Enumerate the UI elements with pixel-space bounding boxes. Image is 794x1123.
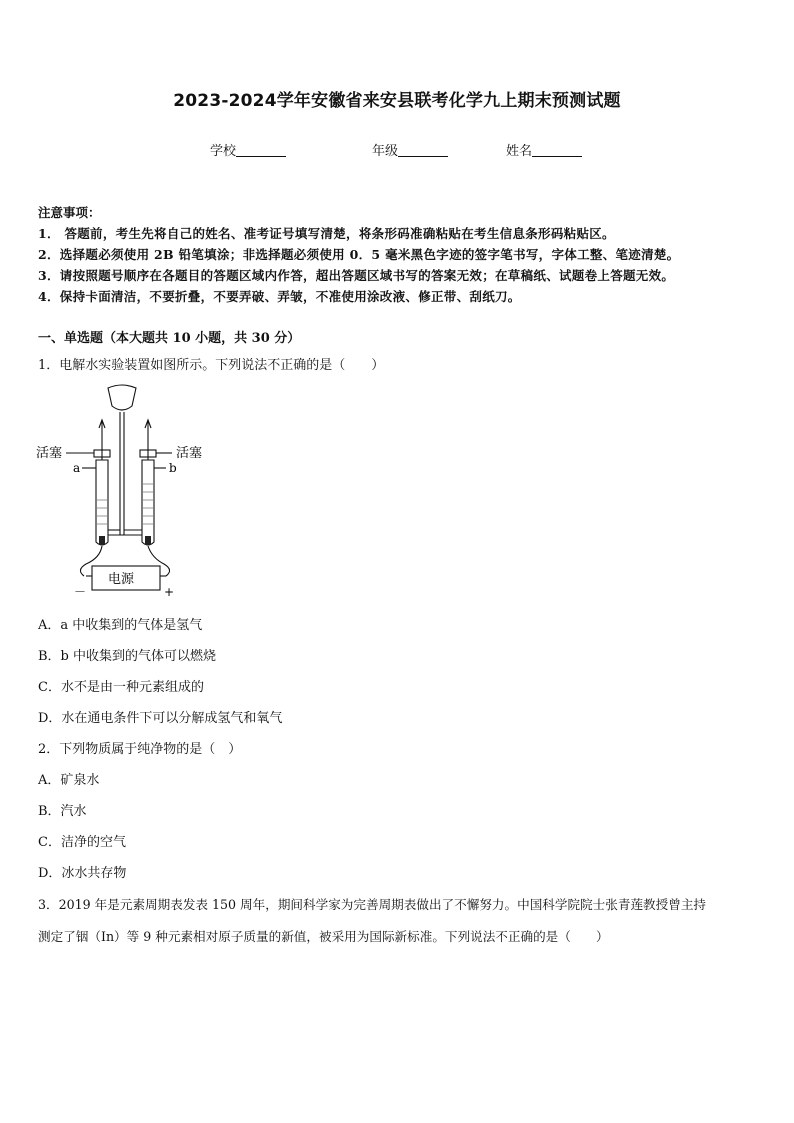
page-title: 2023-2024学年安徽省来安县联考化学九上期末预测试题 xyxy=(173,91,621,111)
grade-label: 年级 xyxy=(372,144,399,159)
notice-heading: 注意事项： xyxy=(38,205,101,220)
tube-b-label: b xyxy=(169,461,177,475)
question-2-option: D．冰水共存物 xyxy=(38,866,127,881)
question-1-option: A．a 中收集到的气体是氢气 xyxy=(38,618,203,633)
question-2-option: B．汽水 xyxy=(38,804,87,819)
tube-b xyxy=(142,460,154,545)
tube-a xyxy=(96,460,108,545)
question-1-option: B．b 中收集到的气体可以燃烧 xyxy=(38,649,217,664)
reservoir-bulb xyxy=(108,385,136,410)
negative-terminal-label: － xyxy=(74,585,87,599)
school-blank xyxy=(236,143,286,157)
notice-item: 2．选择题必须使用 2B 铅笔填涂；非选择题必须使用 0．5 毫米黑色字迹的签字笔书写，字体工整、笔迹清楚。 xyxy=(38,247,680,262)
name-blank xyxy=(532,143,582,157)
question-1-option: C．水不是由一种元素组成的 xyxy=(38,680,204,695)
name-field xyxy=(506,140,582,159)
question-3-stem-line: 3．2019 年是元素周期表发表 150 周年，期间科学家为完善周期表做出了不懈努力。中国科学院院士张青莲教授曾主持 xyxy=(38,897,707,912)
question-2-option: C．洁净的空气 xyxy=(38,835,126,850)
question-2-option: A．矿泉水 xyxy=(38,773,100,788)
name-label: 姓名 xyxy=(506,144,533,159)
power-label: 电源 xyxy=(108,572,135,587)
school-label: 学校 xyxy=(210,144,237,159)
notice-item: 4．保持卡面清洁，不要折叠，不要弄破、弄皱，不准使用涂改液、修正带、刮纸刀。 xyxy=(38,289,521,304)
electrolysis-apparatus-figure xyxy=(30,380,220,602)
grade-blank xyxy=(398,143,448,157)
notice-item: 3．请按照题号顺序在各题目的答题区域内作答，超出答题区域书写的答案无效；在草稿纸、试题卷上答题无效。 xyxy=(38,268,675,283)
question-3-stem-line: 测定了铟（In）等 9 种元素相对原子质量的新值，被采用为国际新标准。下列说法不正确的是（ ） xyxy=(38,929,609,944)
left-stopcock-label: 活塞 xyxy=(36,446,63,461)
question-1-option: D．水在通电条件下可以分解成氢气和氧气 xyxy=(38,711,283,726)
question-2-stem: 2．下列物质属于纯净物的是（ ） xyxy=(38,742,242,757)
tube-a-label: a xyxy=(73,461,81,475)
question-1-stem: 1．电解水实验装置如图所示。下列说法不正确的是（ ） xyxy=(38,358,385,373)
section-heading: 一、单选题（本大题共 10 小题，共 30 分） xyxy=(38,331,301,346)
grade-field xyxy=(372,140,448,159)
right-stopcock-label: 活塞 xyxy=(176,446,203,461)
positive-terminal-label: + xyxy=(164,585,175,599)
notice-item: 1． 答题前，考生先将自己的姓名、准考证号填写清楚，将条形码准确粘贴在考生信息条形码粘贴区。 xyxy=(38,226,615,241)
school-field xyxy=(210,140,286,159)
